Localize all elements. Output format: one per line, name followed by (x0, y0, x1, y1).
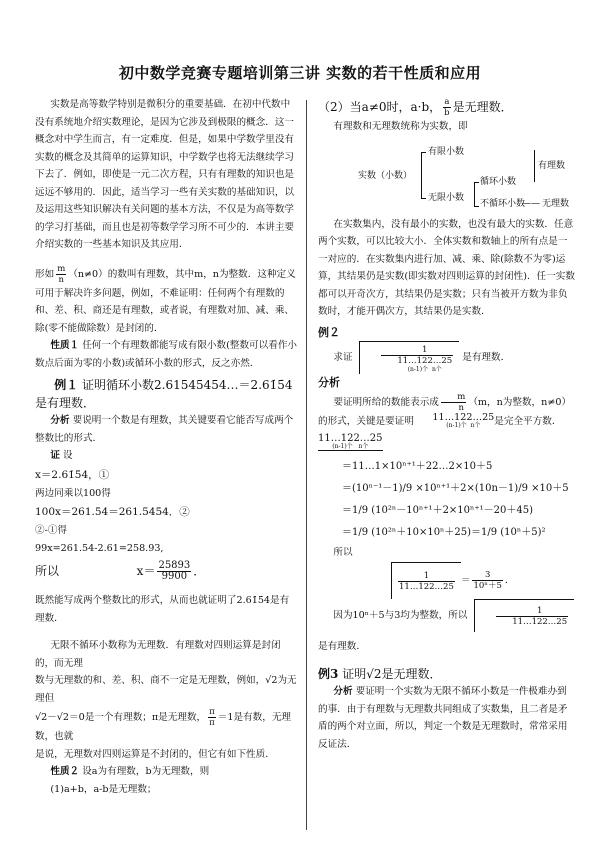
ex3-analysis-label: 分析 (333, 686, 353, 697)
classification-text: 有理数和无理数统称为实数，即 (333, 121, 468, 132)
tree-brace-main-bottom (421, 198, 426, 199)
proof-label: 证 (50, 450, 60, 461)
example-2-analysis-label: 分析 (318, 376, 340, 389)
irr-text-2b: ＝1是有数，无理数，也就 (35, 712, 292, 742)
calc-step-3: ＝1/9 (10²ⁿ－10ⁿ⁺¹＋2×10ⁿ⁺¹－20＋45) (342, 505, 534, 516)
pi-fraction (208, 707, 216, 728)
tree-brace-main (421, 152, 422, 198)
calc-head: 11…122…25 (n-1)个 n个 (318, 433, 383, 450)
tree-nonrecurring: 不循环小数 (480, 198, 526, 209)
result-rad-denominator: 11…122…25 (399, 581, 454, 592)
tree-brace-main-top (421, 152, 426, 153)
ex2-analysis-number-text: 11…122…25 (432, 411, 495, 423)
equation-3: 99x=261.54-2.61=258.93, (35, 542, 164, 554)
ex2-rad-number: 11…122…25 (397, 355, 453, 366)
irrational-text-1: 数与无理数的和、差、积、商不一定是无理数，例如，√2为无理但 (35, 675, 297, 704)
conclusion-1: 既然能写成两个整数比的形式，从而也就证明了2.61̇5̇4是有理数． (35, 595, 290, 624)
property-2-item-1: (1)a+b，a-b是无理数； (50, 783, 157, 795)
example-1-label: 例１ (54, 378, 79, 392)
property-2-text: 设a为有理数，b为无理数，则 (82, 766, 210, 777)
result-equals: ＝ (460, 574, 471, 586)
because-a: 因为10ⁿ＋5与3均为整数，所以 (333, 609, 468, 621)
step-1: 两边同乘以100得 (35, 487, 111, 499)
example-3-text: 证明√2是无理数． (342, 666, 442, 681)
a-numerator: a (444, 97, 450, 107)
tree-recurring: 循环小数 (480, 176, 517, 187)
result-3-fraction (472, 570, 502, 591)
real-number-classification-tree (318, 140, 576, 212)
example-1 (35, 377, 297, 412)
frac-numerator: m (57, 263, 66, 274)
tree-brace-rational (530, 150, 535, 182)
ex2-analysis-a: 要证明所给的数能表示成 (333, 396, 439, 408)
because-line (318, 599, 576, 662)
tree-brace-sub-top (474, 182, 479, 183)
property-2-label: 性质２ (50, 766, 80, 777)
result-lhs: x＝ (136, 564, 156, 578)
ex2-analysis-b: （m，n为整数，n≠0）的形式，关键是要证明 (318, 396, 572, 427)
tree-infinite: 无限小数 (428, 192, 465, 203)
ex2-analysis-c: 是完全平方数． (494, 415, 562, 427)
real-properties-paragraph: 在实数集内，没有最小的实数，也没有最大的实数．任意两个实数，可以比较大小．全体实数和数轴上的所有点是一一对应的．在实数集内进行加、减、乘、除(除数不为零)运算，其结果仍是实数(即实数对四则运算的封闭性)．任一实数都可以开奇次方，其结果仍是实数；只有当被开方数为非负数时，才能开偶次方，其结果仍是实数． (318, 218, 575, 317)
property-2 (35, 763, 297, 781)
ex2-analysis-number: 11…122…25 (n-1)个 n个 (432, 411, 495, 429)
pi-denominator: π (209, 718, 215, 728)
proof-start (35, 447, 297, 465)
example-3 (318, 666, 576, 684)
tree-arrow: —— (522, 198, 540, 209)
analysis-text: 要说明一个数是有理数，其关键要看它能否写成两个整数比的形式． (35, 415, 294, 444)
calc-step-2: ＝(10ⁿ⁻¹－1)/9 ×10ⁿ⁺¹＋2×(10n－1)/9 ×10＋5 (342, 483, 569, 494)
result-equation (318, 562, 576, 599)
because-rad-denominator: 11…122…25 (512, 616, 568, 627)
property-1-label: 性质１ (50, 340, 80, 351)
property-2-item-2 (318, 96, 576, 118)
column-divider (306, 100, 307, 830)
result-end: ． (504, 574, 515, 586)
page-title: 初中数学竞赛专题培训第三讲 实数的若干性质和应用 (118, 64, 482, 82)
tree-brace-sub (474, 182, 475, 206)
equation-2: 100x＝261.5̇4̇＝261.54̇5̇4．② (35, 506, 190, 518)
example-3-analysis (318, 683, 576, 753)
ex3-analysis-text: 要证明一个实数为无限不循环小数是一件极难办到的事．由于有理数与无理数共同组成了实数集，且二者是矛盾的两个对立面，所以，判定一个数是无理数时，常常采用反证法． (318, 686, 568, 750)
example-2-analysis (318, 392, 576, 431)
irrational-text-2 (35, 707, 297, 746)
step-2: ②-①得 (35, 525, 68, 536)
result-fraction (157, 561, 191, 582)
rational-def-body: （n≠0）的数叫有理数，其中m，n为整数．这种定义可用于解决许多问题，例如，不难证明：任何两个有理数的和、差、积、商还是有理数，或者说，有理数对加、减、乘、除(零不能做除数）是封闭的． (35, 268, 296, 334)
equation-1: x＝2.61̇5̇4，① (35, 468, 110, 481)
left-column (35, 96, 297, 798)
result-numerator: 25893 (158, 560, 191, 571)
because-rad-numerator: 1 (496, 606, 568, 617)
tree-rational: 有理数 (538, 160, 566, 171)
fraction-m-over-n (56, 264, 66, 285)
because-b: 是有理数． (318, 640, 366, 652)
irr-text-2a: √2－√2＝0是一个有理数；π是无理数， (35, 712, 207, 723)
because-radical (474, 599, 575, 632)
example-2-label: 例２ (318, 325, 340, 339)
tree-finite: 有限小数 (428, 146, 465, 157)
example-1-text: 证明循环小数2.61545454…＝2.61̇5̇4是有理数． (35, 378, 293, 410)
result-line (35, 561, 297, 582)
ex2-prefix: 求证 (333, 352, 353, 363)
ex2-under-2: n个 (431, 365, 442, 373)
calc-step-1: ＝11…1×10ⁿ⁺¹＋22…2×10＋5 (342, 461, 493, 472)
because-radical-fraction (496, 606, 568, 627)
result-end: ． (193, 564, 206, 578)
result-radical-fraction (398, 571, 455, 592)
proof-word: 设 (63, 450, 73, 461)
example-1-analysis (35, 412, 297, 447)
calc-step-4: ＝1/9 (10²ⁿ＋10×10ⁿ＋25)＝1/9 (10ⁿ＋5)² (342, 527, 546, 538)
ex2-radical (359, 341, 460, 374)
example-3-label: 例3 (318, 666, 339, 681)
pi-numerator: π (209, 707, 215, 717)
ex2-n: n (458, 402, 465, 413)
frac-denominator: n (58, 274, 64, 285)
prop2-item2-b: 是无理数． (452, 100, 513, 114)
intro-paragraph: 实数是高等数学特别是微积分的重要基础．在初中代数中没有系统地介绍实数理论，是因为它涉及到极限的概念．这一概念对中学生而言，有一定难度．但是，如果中学数学里没有实数的概念及其简单的运算知识，中学数学也将无法继续学习下去了．例如，即使是一元二次方程，只有有理数的知识也是远远不够用的．因此，适当学习一些有关实数的基础知识，以及运用这些知识解决有关问题的基本方法，不仅是为高等数学的学习打基础，而且也是初等数学学习所不可少的．本讲主要介绍实数的一些基本知识及其应用． (35, 99, 295, 250)
so-label: 所以 (333, 547, 353, 558)
calc-head-text: 11…122…25 (318, 433, 383, 444)
a-over-b-fraction (443, 97, 450, 118)
result-3-denominator: 10ⁿ＋5 (473, 580, 502, 591)
ex2-radical-fraction (381, 345, 453, 373)
so-word: 所以 (35, 564, 60, 578)
tree-irrational: 无理数 (542, 198, 570, 209)
derivation-block (318, 434, 576, 544)
ex2-rad-denominator (381, 356, 453, 373)
ex2-m: m (441, 392, 466, 403)
property-1 (35, 337, 297, 372)
irrational-definition: 无限不循环小数称为无理数．有理数对四则运算是封闭的，而无理 (35, 640, 281, 669)
property-1-text: 任何一个有理数都能写成有限小数(整数可以看作小数点后面为零的小数)或循环小数的形式，反之亦然． (35, 340, 298, 369)
rational-definition (35, 264, 297, 338)
result-rad-numerator: 1 (398, 571, 455, 582)
ex2-under-1: (n-1)个 (407, 365, 429, 373)
result-denominator: 9900 (161, 571, 188, 582)
right-column (318, 96, 576, 753)
tree-root: 实数（小数） (358, 170, 413, 181)
ex2-m-over-n (441, 392, 466, 413)
irrational-text-3: 是说，无理数对四则运算是不封闭的，但它有如下性质． (35, 748, 275, 760)
rational-def-prefix: 形如 (35, 268, 55, 280)
result-3-numerator: 3 (472, 570, 502, 581)
ex2-rad-numerator: 1 (381, 345, 453, 356)
ex2-suffix: 是有理数． (462, 352, 511, 363)
analysis-label: 分析 (50, 415, 70, 426)
prop2-item2-a: （2）当a≠0时，a·b， (318, 100, 442, 114)
example-2-statement (318, 341, 576, 374)
b-denominator: b (444, 108, 450, 118)
tree-brace-sub-bottom (474, 206, 479, 207)
result-radical (391, 562, 461, 599)
